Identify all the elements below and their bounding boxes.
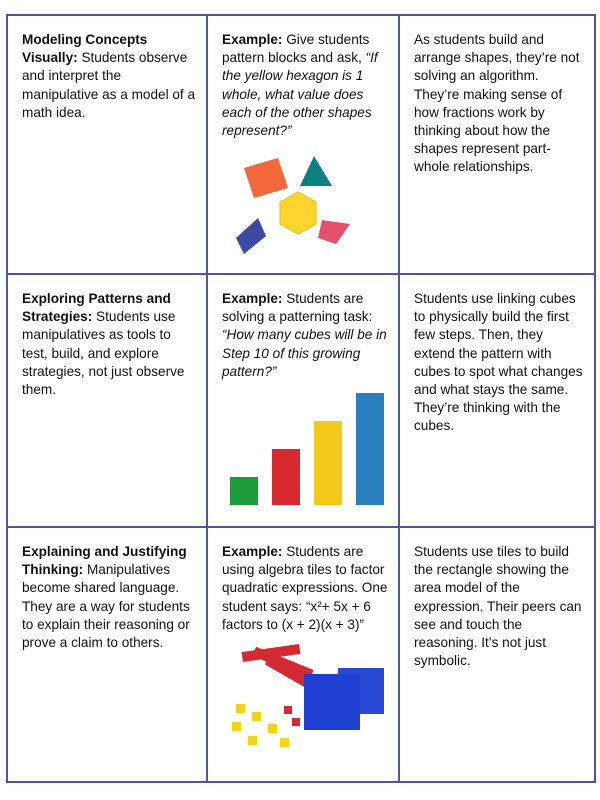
description-text: Students use tiles to build the rectangle showing the area model of the expression. Their peers can see and touch the reasoning. It’s not just symbolic. — [414, 544, 582, 669]
red-trapezoid-block — [318, 220, 350, 244]
category-cell — [7, 527, 207, 782]
example-label: Example: — [222, 291, 283, 306]
category-text: Students use manipulatives as tools to test, build, and explore strategies, not just observe them. — [22, 309, 185, 398]
example-text: Students are solving a patterning task: — [222, 291, 373, 325]
green-cube — [230, 477, 258, 505]
blue-cube-stack — [356, 393, 384, 505]
category-text: Manipulatives become shared language. They are a way for students to explain their reasoning or prove a claim to others. — [22, 562, 190, 651]
red-cube-stack — [272, 449, 300, 505]
yellow-unit-tile — [280, 738, 289, 747]
example-label: Example: — [222, 32, 283, 47]
category-title: Exploring Patterns and Strategies: — [22, 291, 171, 325]
red-unit-tile — [292, 718, 300, 726]
green-triangle-block — [300, 156, 332, 186]
example-text: Give students pattern blocks and ask, — [222, 32, 370, 66]
red-unit-tile — [284, 706, 292, 714]
example-cell — [207, 274, 399, 527]
description-cell — [399, 527, 595, 782]
yellow-cube-stack — [314, 421, 342, 505]
example-cell — [207, 15, 399, 274]
category-title: Modeling Concepts Visually: — [22, 32, 148, 66]
example-label: Example: — [222, 544, 283, 559]
example-text: Students are using algebra tiles to factor quadratic expressions. One student says: “x²+ 5x + 6 factors to (x + 2)(x + 3)” — [222, 544, 388, 632]
yellow-unit-tile — [236, 704, 245, 713]
example-cell — [207, 527, 399, 782]
yellow-unit-tile — [252, 712, 261, 721]
table-row — [7, 15, 595, 274]
example-question: “How many cubes will be in Step 10 of this growing pattern?” — [222, 327, 387, 379]
linking-cubes-illustration — [222, 387, 392, 507]
description-text: Students use linking cubes to physically build the first few steps. Then, they extend the pattern with cubes to spot what changes and what stays the same. They’re thinking with the cubes. — [414, 291, 583, 434]
yellow-unit-tile — [248, 736, 257, 745]
blue-rhombus-block — [236, 218, 266, 254]
blue-x-squared-tile — [338, 668, 384, 714]
example-question: “If the yellow hexagon is 1 whole, what value does each of the other shapes represent?” — [222, 50, 378, 139]
orange-square-block — [244, 158, 288, 198]
yellow-unit-tile — [268, 724, 277, 733]
algebra-tiles-illustration — [222, 640, 392, 750]
manipulatives-table — [6, 14, 596, 783]
description-cell — [399, 15, 595, 274]
yellow-unit-tile — [232, 722, 241, 731]
category-cell — [7, 274, 207, 527]
yellow-hexagon-block — [280, 192, 316, 234]
description-text: As students build and arrange shapes, they’re not solving an algorithm. They’re making sense of how fractions work by thinking about how the shapes represent part-whole relationships. — [414, 32, 580, 175]
pattern-blocks-illustration — [222, 146, 362, 256]
category-title: Explaining and Justifying Thinking: — [22, 544, 187, 578]
category-cell — [7, 15, 207, 274]
table-row — [7, 274, 595, 527]
description-cell — [399, 274, 595, 527]
table-row — [7, 527, 595, 782]
category-text: Students observe and interpret the manipulative as a model of a math idea. — [22, 50, 196, 120]
